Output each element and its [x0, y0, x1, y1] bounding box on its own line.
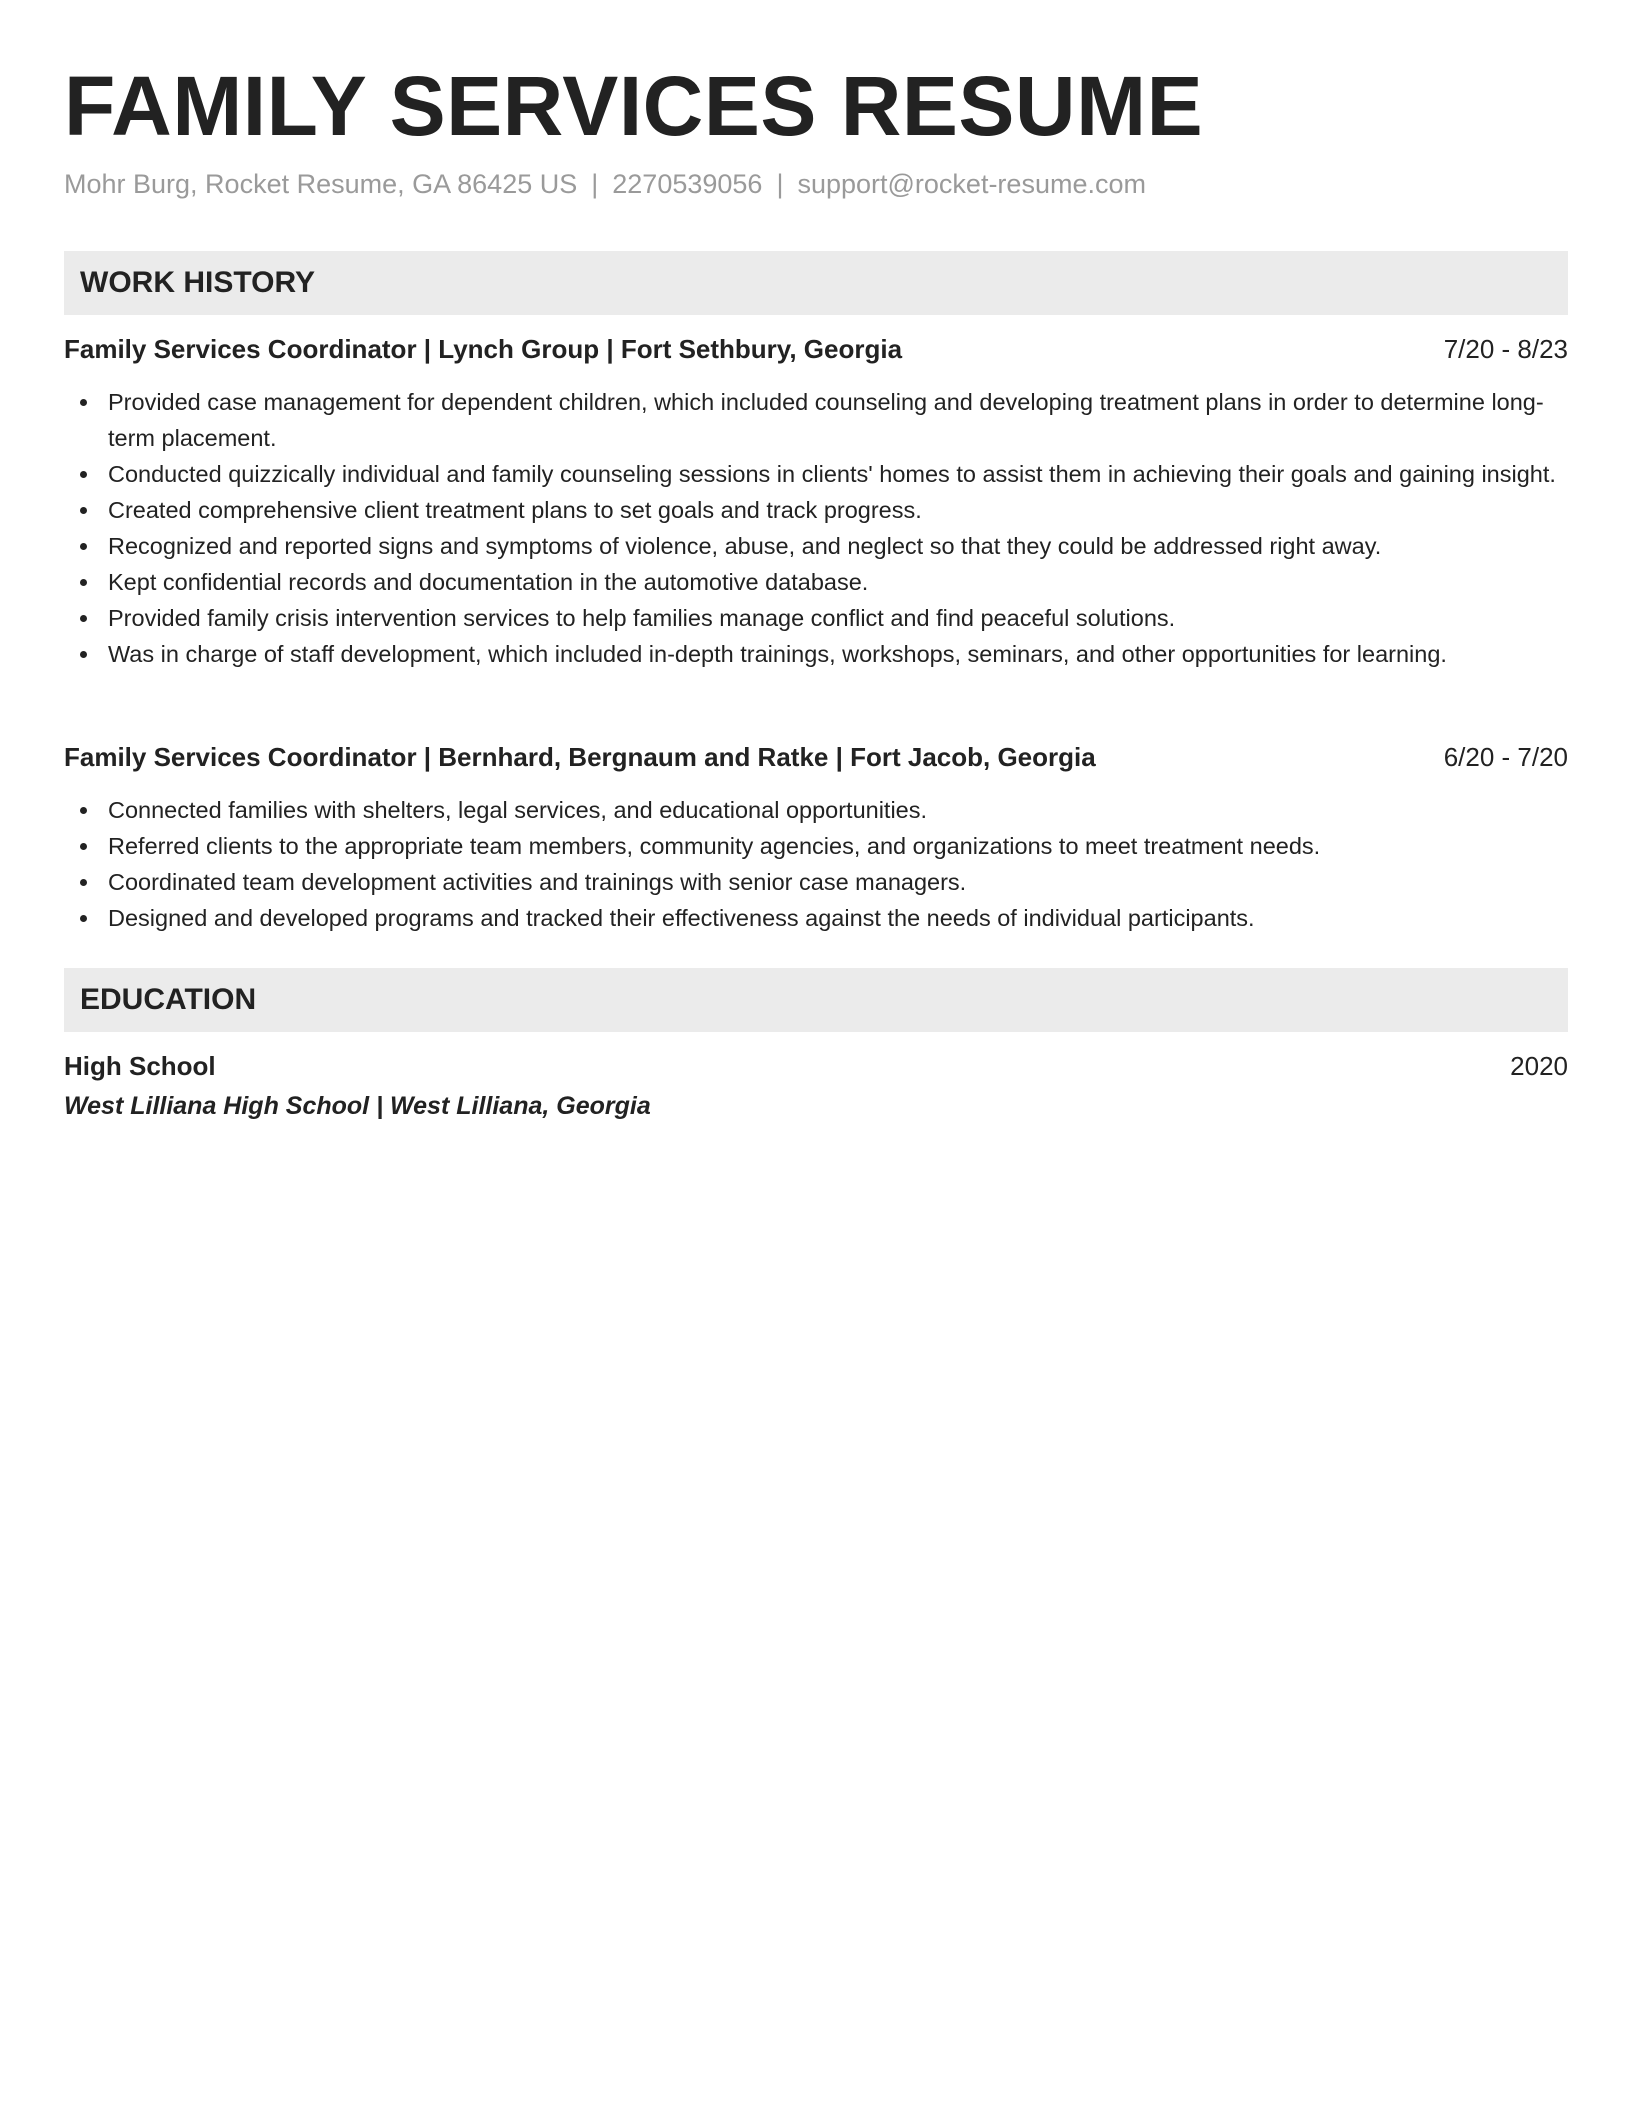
job-1-bullets	[64, 384, 1568, 672]
list-item: Connected families with shelters, legal services, and educational opportunities.	[64, 792, 1568, 828]
list-item: Created comprehensive client treatment plans to set goals and track progress.	[64, 492, 1568, 528]
list-item: Recognized and reported signs and symptoms of violence, abuse, and neglect so that they could be addressed right away.	[64, 528, 1568, 564]
list-item: Provided case management for dependent children, which included counseling and developing treatment plans in order to determine long-term placement.	[64, 384, 1568, 456]
education-degree: High School	[64, 1051, 216, 1081]
education-entry	[64, 1048, 1568, 1084]
contact-email: support@rocket-resume.com	[797, 169, 1146, 199]
education-school: West Lilliana High School | West Lilliana, Georgia	[64, 1092, 651, 1120]
list-item: Provided family crisis intervention services to help families manage conflict and find peaceful solutions.	[64, 600, 1568, 636]
job-1-heading: Family Services Coordinator | Lynch Group | Fort Sethbury, Georgia	[64, 334, 903, 364]
contact-separator: |	[591, 169, 599, 199]
job-2-bullets	[64, 792, 1568, 936]
job-1-dates: 7/20 - 8/23	[1443, 334, 1568, 364]
contact-phone: 2270539056	[612, 169, 763, 199]
job-2-heading: Family Services Coordinator | Bernhard, Bergnaum and Ratke | Fort Jacob, Georgia	[64, 742, 1096, 772]
contact-line	[64, 166, 1146, 202]
work-history-section-header	[64, 251, 1568, 315]
contact-address: Mohr Burg, Rocket Resume, GA 86425 US	[64, 169, 578, 199]
education-year: 2020	[1510, 1051, 1568, 1081]
contact-separator: |	[776, 169, 784, 199]
job-2-dates: 6/20 - 7/20	[1443, 742, 1568, 772]
job-entry-2	[64, 739, 1568, 775]
list-item: Was in charge of staff development, which included in-depth trainings, workshops, seminars, and other opportunities for learning.	[64, 636, 1568, 672]
list-item: Conducted quizzically individual and family counseling sessions in clients' homes to assist them in achieving their goals and gaining insight.	[64, 456, 1568, 492]
education-heading: EDUCATION	[80, 983, 257, 1016]
work-history-heading: WORK HISTORY	[80, 266, 316, 299]
list-item: Referred clients to the appropriate team members, community agencies, and organizations to meet treatment needs.	[64, 828, 1568, 864]
job-entry-1	[64, 331, 1568, 367]
list-item: Kept confidential records and documentation in the automotive database.	[64, 564, 1568, 600]
list-item: Coordinated team development activities and trainings with senior case managers.	[64, 864, 1568, 900]
list-item: Designed and developed programs and tracked their effectiveness against the needs of individual participants.	[64, 900, 1568, 936]
resume-title: FAMILY SERVICES RESUME	[64, 59, 1204, 153]
education-section-header	[64, 968, 1568, 1032]
